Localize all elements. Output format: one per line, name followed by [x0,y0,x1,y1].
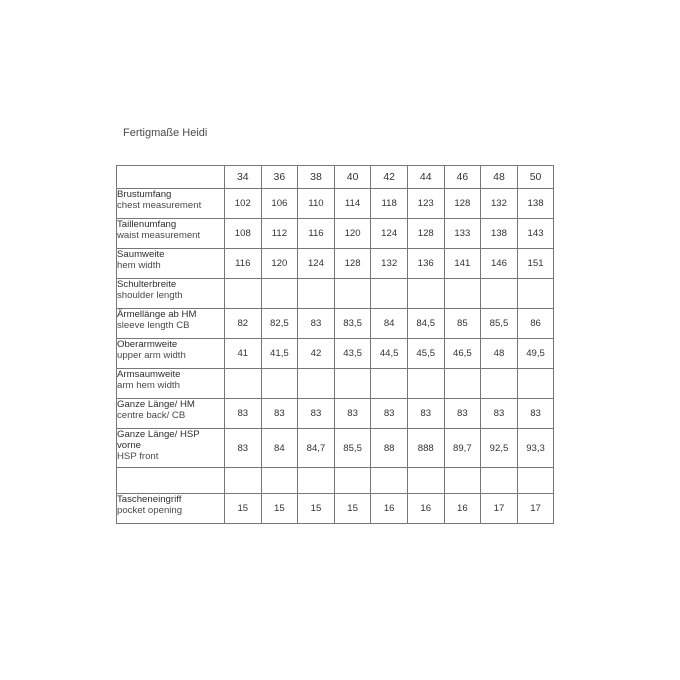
value-cell: 84 [261,429,298,468]
value-cell: 141 [444,249,481,279]
value-cell [261,279,298,309]
value-cell: 85 [444,309,481,339]
value-cell: 83 [225,429,262,468]
row-label-german: Ganze Länge/ HSP vorne [117,429,200,451]
value-cell [444,468,481,494]
value-cell: 88 [371,429,408,468]
value-cell: 16 [371,494,408,524]
value-cell: 146 [481,249,518,279]
value-cell: 83 [481,399,518,429]
value-cell [407,468,444,494]
size-header: 48 [481,166,518,189]
value-cell: 123 [407,189,444,219]
size-header: 46 [444,166,481,189]
value-cell: 16 [444,494,481,524]
value-cell: 82 [225,309,262,339]
table-row [117,429,554,468]
size-header: 44 [407,166,444,189]
value-cell: 44,5 [371,339,408,369]
value-cell: 83 [225,399,262,429]
value-cell: 888 [407,429,444,468]
value-cell [334,468,371,494]
corner-cell [117,166,225,189]
value-cell [225,468,262,494]
row-label [117,309,225,339]
value-cell: 112 [261,219,298,249]
value-cell: 84,7 [298,429,335,468]
table-row [117,468,554,494]
value-cell: 110 [298,189,335,219]
value-cell: 128 [334,249,371,279]
size-header: 40 [334,166,371,189]
value-cell: 93,3 [517,429,554,468]
value-cell: 85,5 [334,429,371,468]
value-cell [371,279,408,309]
value-cell: 15 [261,494,298,524]
value-cell: 84 [371,309,408,339]
value-cell [371,369,408,399]
value-cell [298,279,335,309]
table-row [117,249,554,279]
value-cell: 84,5 [407,309,444,339]
table-title: Fertigmaße Heidi [123,127,208,139]
value-cell: 15 [225,494,262,524]
row-label-german: Taillenumfang [117,219,177,230]
value-cell: 82,5 [261,309,298,339]
value-cell: 83 [261,399,298,429]
value-cell: 46,5 [444,339,481,369]
value-cell: 48 [481,339,518,369]
value-cell: 114 [334,189,371,219]
value-cell: 83 [444,399,481,429]
size-header: 34 [225,166,262,189]
value-cell: 15 [334,494,371,524]
table-row [117,219,554,249]
value-cell: 128 [407,219,444,249]
value-cell [334,279,371,309]
row-label-german: Ganze Länge/ HM [117,399,195,410]
value-cell: 106 [261,189,298,219]
size-header-row [117,166,554,189]
value-cell [481,369,518,399]
row-label [117,339,225,369]
value-cell: 132 [481,189,518,219]
value-cell [298,369,335,399]
row-label-english: hem width [117,260,161,271]
value-cell [407,369,444,399]
row-label-english: sleeve length CB [117,320,190,331]
value-cell: 118 [371,189,408,219]
value-cell: 17 [481,494,518,524]
row-label [117,399,225,429]
value-cell: 85,5 [481,309,518,339]
value-cell: 102 [225,189,262,219]
value-cell: 86 [517,309,554,339]
row-label [117,189,225,219]
value-cell [517,468,554,494]
row-label [117,468,225,494]
value-cell: 138 [481,219,518,249]
value-cell [517,369,554,399]
row-label-german: Ärmellänge ab HM [117,309,197,320]
value-cell: 143 [517,219,554,249]
row-label [117,429,225,468]
value-cell [298,468,335,494]
value-cell [517,279,554,309]
value-cell [481,468,518,494]
value-cell [225,279,262,309]
row-label-german: Oberarmweite [117,339,178,350]
table-row [117,494,554,524]
value-cell: 17 [517,494,554,524]
value-cell: 92,5 [481,429,518,468]
value-cell [261,468,298,494]
value-cell: 124 [371,219,408,249]
table-row [117,399,554,429]
size-header: 36 [261,166,298,189]
table-row [117,279,554,309]
value-cell: 41 [225,339,262,369]
value-cell: 128 [444,189,481,219]
row-label-english: upper arm width [117,350,186,361]
value-cell: 132 [371,249,408,279]
row-label-english: shoulder length [117,290,183,301]
value-cell: 116 [225,249,262,279]
row-label-english: pocket opening [117,505,183,516]
size-header: 42 [371,166,408,189]
value-cell [261,369,298,399]
row-label-english: HSP front [117,451,159,462]
size-header: 50 [517,166,554,189]
value-cell: 83 [298,309,335,339]
value-cell: 89,7 [444,429,481,468]
value-cell [444,279,481,309]
value-cell: 43,5 [334,339,371,369]
value-cell [407,279,444,309]
row-label [117,279,225,309]
row-label-german: Armsaumweite [117,369,181,380]
value-cell: 83 [334,399,371,429]
value-cell: 138 [517,189,554,219]
value-cell: 124 [298,249,335,279]
value-cell: 108 [225,219,262,249]
value-cell [481,279,518,309]
row-label-german: Tascheneingriff [117,494,182,505]
row-label-german: Schulterbreite [117,279,177,290]
value-cell: 151 [517,249,554,279]
value-cell: 120 [261,249,298,279]
row-label [117,249,225,279]
value-cell: 83 [407,399,444,429]
row-label [117,219,225,249]
size-header: 38 [298,166,335,189]
value-cell: 49,5 [517,339,554,369]
value-cell [225,369,262,399]
value-cell: 120 [334,219,371,249]
row-label-german: Saumweite [117,249,165,260]
table-row [117,309,554,339]
row-label-english: waist measurement [117,230,201,241]
value-cell: 41,5 [261,339,298,369]
row-label-english: centre back/ CB [117,410,186,421]
table-row [117,189,554,219]
row-label [117,494,225,524]
value-cell: 83 [298,399,335,429]
value-cell: 116 [298,219,335,249]
value-cell: 42 [298,339,335,369]
value-cell [334,369,371,399]
value-cell: 15 [298,494,335,524]
value-cell: 83 [371,399,408,429]
value-cell: 136 [407,249,444,279]
measurement-table [116,165,554,524]
value-cell [444,369,481,399]
value-cell: 83,5 [334,309,371,339]
row-label-german: Brustumfang [117,189,172,200]
value-cell [371,468,408,494]
table-row [117,339,554,369]
table-row [117,369,554,399]
value-cell: 16 [407,494,444,524]
value-cell: 83 [517,399,554,429]
value-cell: 45,5 [407,339,444,369]
row-label [117,369,225,399]
value-cell: 133 [444,219,481,249]
row-label-english: chest measurement [117,200,202,211]
row-label-english: arm hem width [117,380,180,391]
